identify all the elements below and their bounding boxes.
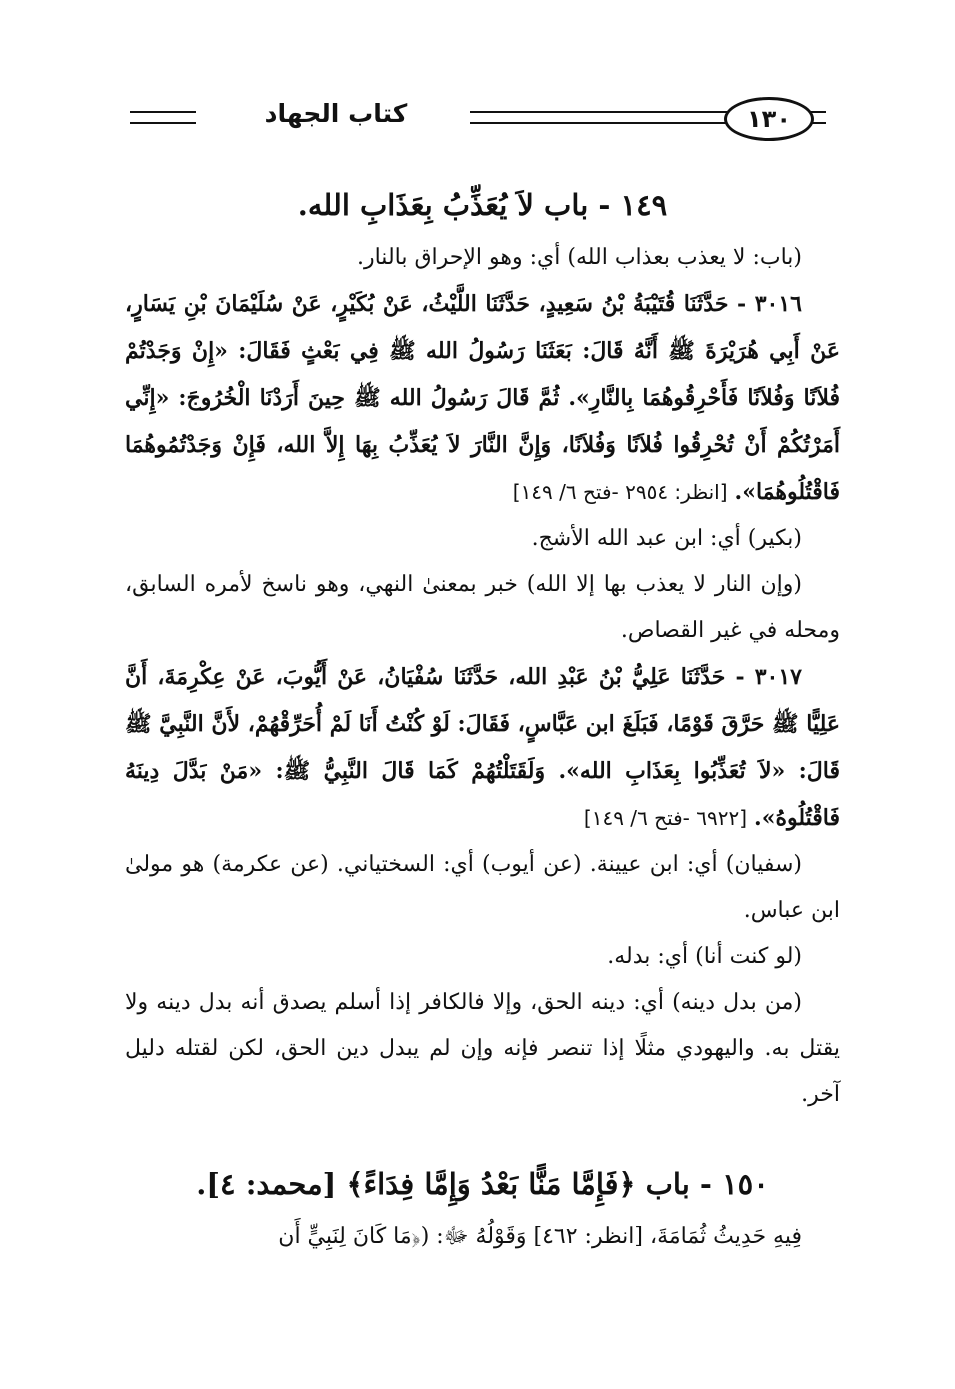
commentary-badal-dinah: (من بدل دينه) أي: دينه الحق، وإلا فالكافر إذا أسلم يصدق أنه بدل دينه ولا يقتل به. واليهودي مثلًا إذا تنصر فإنه وإن لم يبدل دين الحق، لكن لقتله دليل آخر. <box>125 990 840 1107</box>
commentary-fire: (وإن النار لا يعذب بها إلا الله) خبر بمعنىٰ النهي، وهو ناسخ لأمره السابق، ومحله في غير القصاص. <box>125 572 840 643</box>
commentary-bukayr: (بكير) أي: ابن عبد الله الأشج. <box>531 526 802 551</box>
chapter-150-intro: فِيهِ حَدِيثُ ثُمَامَةَ، [انظر: ٤٦٢] وَقَوْلُهُ ﷻ: (﴿مَا كَانَ لِنَبِيٍّ أَن <box>278 1224 802 1249</box>
hadith-3016 <box>125 281 840 516</box>
hadith-3017-reference: [٦٩٢٢ -فتح ٦/ ١٤٩] <box>583 806 748 830</box>
hadith-3017-text: ٣٠١٧ - حَدَّثَنَا عَلِيُّ بْنُ عَبْدِ الله، حَدَّثَنَا سُفْيَانُ، عَنْ أَيُّوبَ، عَنْ عِكْرِمَةَ، أَنَّ عَلِيًّا ﷺ حَرَّقَ قَوْمًا، فَبَلَغَ ابن عَبَّاسٍ، فَقَالَ: لَوْ كُنْتُ أَنَا لَمْ أُحَرِّقْهُمْ، لأَنَّ النَّبِيَّ ﷺ قَالَ: «لاَ تُعَذِّبُوا بِعَذَابِ الله». وَلَقَتَلْتُهُمْ كَمَا قَالَ النَّبِيُّ ﷺ: «مَنْ بَدَّلَ دِينَهُ فَاقْتُلُوهُ». <box>125 664 840 831</box>
page-body <box>125 175 840 1260</box>
chapter-149-title: ١٤٩ - باب لاَ يُعَذِّبُ بِعَذَابِ الله. <box>297 188 668 222</box>
commentary-sufyan: (سفيان) أي: ابن عيينة. (عن أيوب) أي: السختياني. (عن عكرمة) هو مولىٰ ابن عباس. <box>125 852 840 923</box>
book-title: كتاب الجهاد <box>264 99 408 128</box>
page-number: ١٣٠ <box>724 97 814 141</box>
chapter-149-gloss: (باب: لا يعذب بعذاب الله) أي: وهو الإحراق بالنار. <box>356 245 802 270</box>
commentary-law-kuntu: (لو كنت أنا) أي: بدله. <box>607 944 802 969</box>
hadith-3016-text: ٣٠١٦ - حَدَّثَنَا قُتَيْبَةُ بْنُ سَعِيدٍ، حَدَّثَنَا اللَّيْثُ، عَنْ بُكَيْرٍ، عَنْ سُلَيْمَانَ بْنِ يَسَارٍ، عَنْ أَبِي هُرَيْرَةَ ﷺ أَنَّهُ قَالَ: بَعَثَنَا رَسُولُ الله ﷺ فِي بَعْثٍ فَقَالَ: «إِنْ وَجَدْتُمْ فُلاَنًا وَفُلاَنًا فَأَحْرِقُوهُمَا بِالنَّارِ». ثُمَّ قَالَ رَسُولُ الله ﷺ حِينَ أَرَدْنَا الْخُرُوجَ: «إِنِّي أَمَرْتُكُمْ أَنْ تُحْرِقُوا فُلاَنًا وَفُلاَنًا، وَإِنَّ النَّارَ لاَ يُعَذِّبُ بِهَا إِلاَّ الله، فَإِنْ وَجَدْتُمُوهُمَا فَاقْتُلُوهُمَا». <box>125 291 840 505</box>
hadith-3016-reference: [انظر: ٢٩٥٤ -فتح ٦/ ١٤٩] <box>512 480 728 504</box>
chapter-150-title: ١٥٠ - باب ﴿فَإِمَّا مَنًّا بَعْدُ وَإِمَّا فِدَاءً﴾ [محمد: ٤]. <box>196 1167 769 1201</box>
header-rule-left <box>130 111 196 124</box>
running-header <box>120 93 840 143</box>
hadith-3017 <box>125 654 840 842</box>
